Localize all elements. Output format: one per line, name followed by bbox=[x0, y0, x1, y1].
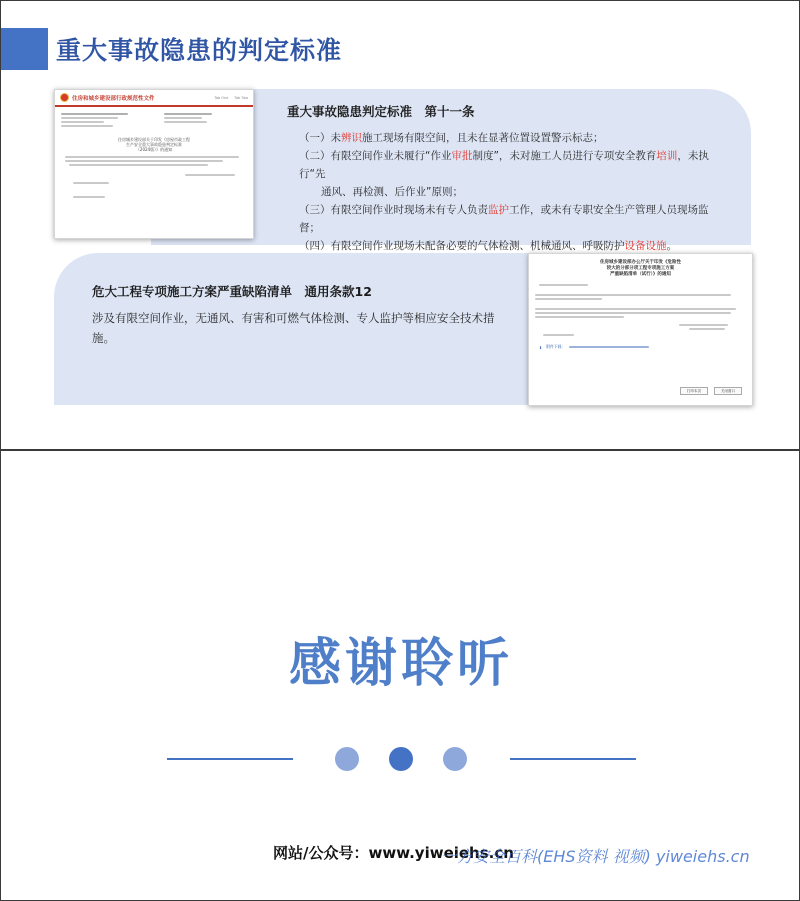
clause-heading: 危大工程专项施工方案严重缺陷清单 通用条款12 bbox=[92, 284, 372, 299]
slide-thanks bbox=[0, 450, 800, 901]
decorative-line-right bbox=[510, 758, 636, 760]
document-org: 住房和城乡建设部行政规范性文件 bbox=[72, 95, 155, 102]
clause-body: 涉及有限空间作业，无通风、有害和可燃气体检测、专人监护等相应安全技术措施。 bbox=[92, 311, 495, 345]
watermark: 一方安全百科(EHS资料 视频) yiweiehs.cn bbox=[441, 847, 750, 866]
standard-item-list bbox=[299, 129, 729, 255]
attachment-icon: ⬇ bbox=[539, 344, 543, 350]
standard-item: （四）有限空间作业现场未配备必要的气体检测、机械通风、呼吸防护设备设施。 bbox=[299, 240, 677, 252]
highlight-text: 培训 bbox=[656, 150, 678, 162]
close-window-button: 关闭窗口 bbox=[714, 387, 742, 395]
document-title: 住房城乡建设部办公厅关于印发《危险性 较大的分部分项工程专项施工方案 严重缺陷清单（试行）》的通知 bbox=[600, 260, 681, 277]
decorative-dot bbox=[443, 747, 467, 771]
page-title: 重大事故隐患的判定标准 bbox=[56, 36, 343, 65]
decorative-dot bbox=[389, 747, 413, 771]
standard-item: （二）有限空间作业未履行“作业审批制度”，未对施工人员进行专项安全教育培训，未执行“先 通风、再检测、后作业”原则； bbox=[299, 150, 709, 198]
slide-hazard-standards bbox=[0, 0, 800, 450]
highlight-text: 审批 bbox=[451, 150, 473, 162]
highlight-text: 监护 bbox=[488, 204, 509, 216]
national-emblem-icon bbox=[60, 93, 69, 102]
print-button: 打印本页 bbox=[680, 387, 708, 395]
document-tab: Tab One bbox=[214, 95, 229, 100]
document-buttons bbox=[680, 387, 742, 395]
attachment-label: 附件下载： bbox=[546, 344, 566, 349]
regulation-document-image bbox=[54, 89, 254, 239]
standard-item: （三）有限空间作业时现场未有专人负责监护工作，或未有专职安全生产管理人员现场监督； bbox=[299, 204, 709, 234]
standard-heading: 重大事故隐患判定标准 第十一条 bbox=[287, 104, 475, 119]
website-label: 网站/公众号：www.yiweiehs.cn bbox=[273, 844, 514, 862]
thanks-heading: 感谢聆听 bbox=[288, 634, 513, 694]
document-tab: Tab Two bbox=[234, 95, 248, 100]
highlight-text: 设备设施 bbox=[624, 240, 667, 252]
document-tabs bbox=[214, 96, 248, 100]
notice-document-image bbox=[528, 253, 753, 406]
document-header bbox=[55, 90, 253, 107]
decorative-line-left bbox=[167, 758, 293, 760]
standard-item: （一）未辨识施工现场有限空间，且未在显著位置设置警示标志； bbox=[299, 132, 604, 144]
document-title: 住房城乡建设部关于印发《房屋市政工程 生产安全重大事故隐患判定标准 （2024版）》的通知 bbox=[118, 137, 190, 152]
highlight-text: 辨识 bbox=[341, 132, 362, 144]
decorative-dot bbox=[335, 747, 359, 771]
document-attachment bbox=[539, 344, 742, 350]
title-accent-bar bbox=[1, 28, 48, 70]
